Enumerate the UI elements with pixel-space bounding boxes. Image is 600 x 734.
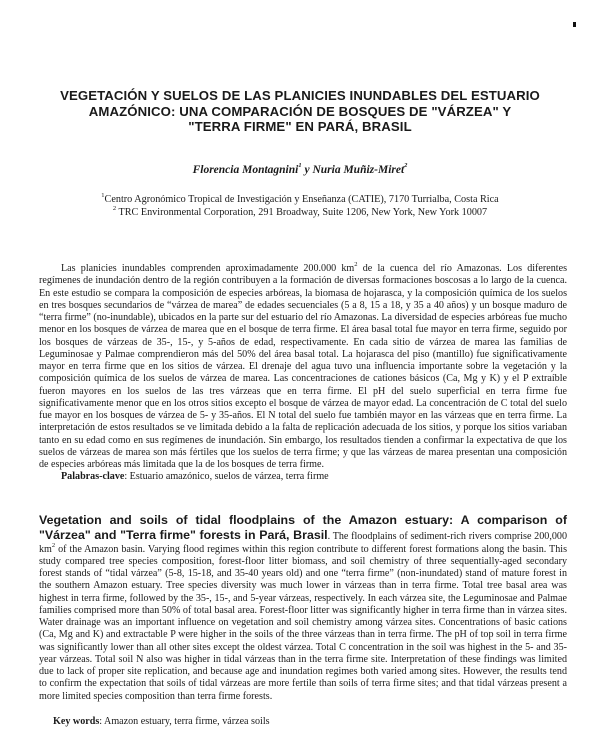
abstract-es-text-1: Las planicies inundables comprenden aproximadamente 200.000 km — [61, 263, 355, 274]
keywords-es-values: : Estuario amazónico, suelos de várzea, terra firme — [124, 471, 329, 483]
affiliation-1-text: Centro Agronómico Tropical de Investigación y Enseñanza (CATIE), 7170 Turrialba, Costa Rica — [104, 194, 499, 205]
affiliation-2-marker: 2 — [112, 204, 117, 212]
abstract-english — [39, 513, 567, 703]
author-connector: y — [301, 164, 313, 176]
english-title: Vegetation and soils of tidal floodplains of the Amazon estuary: A comparison of "Várzea" and "Terra firme" forests in Pará, Brasil — [39, 513, 567, 543]
abstract-spanish — [39, 263, 567, 484]
affiliation-1 — [30, 194, 570, 207]
keywords-english — [39, 716, 270, 727]
affiliation-2-text: TRC Environmental Corporation, 291 Broadway, Suite 1206, New York, New York 10007 — [116, 206, 488, 218]
title-line-2: AMAZÓNICO: UNA COMPARACIÓN DE BOSQUES DE "VÁRZEA" Y — [88, 103, 512, 119]
abstract-es-sup: 2 — [354, 261, 358, 268]
author-1: Florencia Montagnini — [192, 164, 299, 176]
affiliations — [30, 194, 570, 219]
keywords-spanish — [39, 471, 567, 483]
author-1-affil-marker: 1 — [298, 162, 302, 169]
affiliation-1-marker: 1 — [101, 192, 105, 199]
abstract-en-sup: 2 — [51, 541, 56, 549]
keywords-es-label: Palabras-clave — [61, 471, 125, 483]
page-mark — [573, 22, 576, 27]
abstract-es-text-2: de la cuenca del río Amazonas. Los diferentes regímenes de inundación dentro de la región contribuyen a la formación de diversas formaciones boscosas a lo largo de la cuenca. En este estudio se compara la composición de especies arbóreas, la biomasa de hojarasca, y la composición química de los suelos en tres bosques secundarios de “várzea de marea” de edades secuenciales (5 a 8, 15 a 18, y 35 a 40 años) y un bosque maduro de “terra firme” (no-inundable), ubicados en la parte sur del estuario del río Amazonas. La diversidad de especies arbóreas fue mucho menor en los bosques de várzea de marea que en el bosque de terra firme. El área basal total fue mayor en terra firme, seguido por los bosques de várzeas de 35-, 15-, y 5-años de edad, respectivamente. En cada sitio de várzea de marea las familias de Leguminosae y Palmae comprendieron más del 50% del área basal total. La hojarasca del piso (mantillo) fue significativamente mayor en terra firme que en los sitios de várzea. El drenaje del agua tuvo una influencia importante sobre la vegetación y la composición química de los suelos de várzea de marea. Las concentraciones de cationes básicos (Ca, Mg y K) y el P extraíble fueron mayores en los suelos de las tres várzeas que en terra firme. El pH del suelo superficial en terra firme fue significativamente menor que en los otros sitios excepto el bosque de várzea de mayor edad. La concentración de C total del suelo fue mayor en los bosques de várzea de 5- y 35-años. El N total del suelo fue también mayor en las várzeas que en terra firme. La interpretación de estos resultados se ve limitada debido a la falta de replicación adecuada de los sitios, y porque los sitios variaban tanto en su edad como en sus regímenes de inundación. Sin embargo, los resultados tienden a confirmar la expectativa de que los suelos de várzeas de marea son más fértiles que los suelos de terra firme; y que las várzeas de marea presentan una composición de especies arbóreas más limitada que la de los bosques de terra firme. — [39, 263, 568, 470]
paper-title — [40, 88, 560, 135]
abstract-en-text-2: of the Amazon basin. Varying flood regimes within this region contribute to different forest formations along the basin. This study compared tree species composition, forest-floor litter biomass, and soil chemistry of three sequentially-aged secondary forest stands of “tidal várzea” (5-8, 15-18, and 35-40 years old) and one “terra firme” (non-inundated) stand of mature forest in the southern Amazon estuary. Tree species diversity was much lower in várzeas than in terra firme. Total tree basal area was highest in terra firme, followed by the 35-, 15-, and 5-year várzeas, respectively. In each várzea site, the Leguminosae and Palmae families comprised more than 50% of total basal area. Forest-floor litter was significantly higher in terra firme than in várzea sites. Water drainage was an important influence on vegetation and soil chemistry among várzea sites. Concentrations of basic cations (Ca, Mg and K) and extractable P were higher in the soils of the three várzeas than in terra firme. The pH of top soil in terra firme was significantly lower than all other sites except the oldest várzea. Total C concentration in the soil was highest in the 5- and 35-year várzeas. Total soil N also was higher in tidal várzeas than in the terra firme site. Interpretation of these findings was limited due to lack of proper site replication, and because age and inundation regimes both varied among sites. However, the results tend to confirm the expectation that soils of tidal várzeas are more fertile than soils of terra firme sites; and that tidal várzeas present a more limited species composition than terra firme forests. — [39, 543, 567, 702]
author-2-affil-marker: 2 — [404, 162, 408, 169]
keywords-en-values: : Amazon estuary, terra firme, várzea soils — [99, 716, 270, 727]
title-line-3: "TERRA FIRME" EN PARÁ, BRASIL — [188, 119, 412, 134]
author-2: Nuria Muñiz-Miret — [312, 164, 405, 176]
title-line-1: VEGETACIÓN Y SUELOS DE LAS PLANICIES INUNDABLES DEL ESTUARIO — [60, 88, 540, 103]
abstract-en-text-1: . The floodplains of sediment-rich rivers comprise 200,000 km — [39, 531, 567, 555]
author-line — [40, 164, 560, 176]
affiliation-2 — [30, 204, 570, 220]
keywords-en-label: Key words — [53, 716, 100, 727]
abstract-spanish-body — [39, 263, 567, 471]
